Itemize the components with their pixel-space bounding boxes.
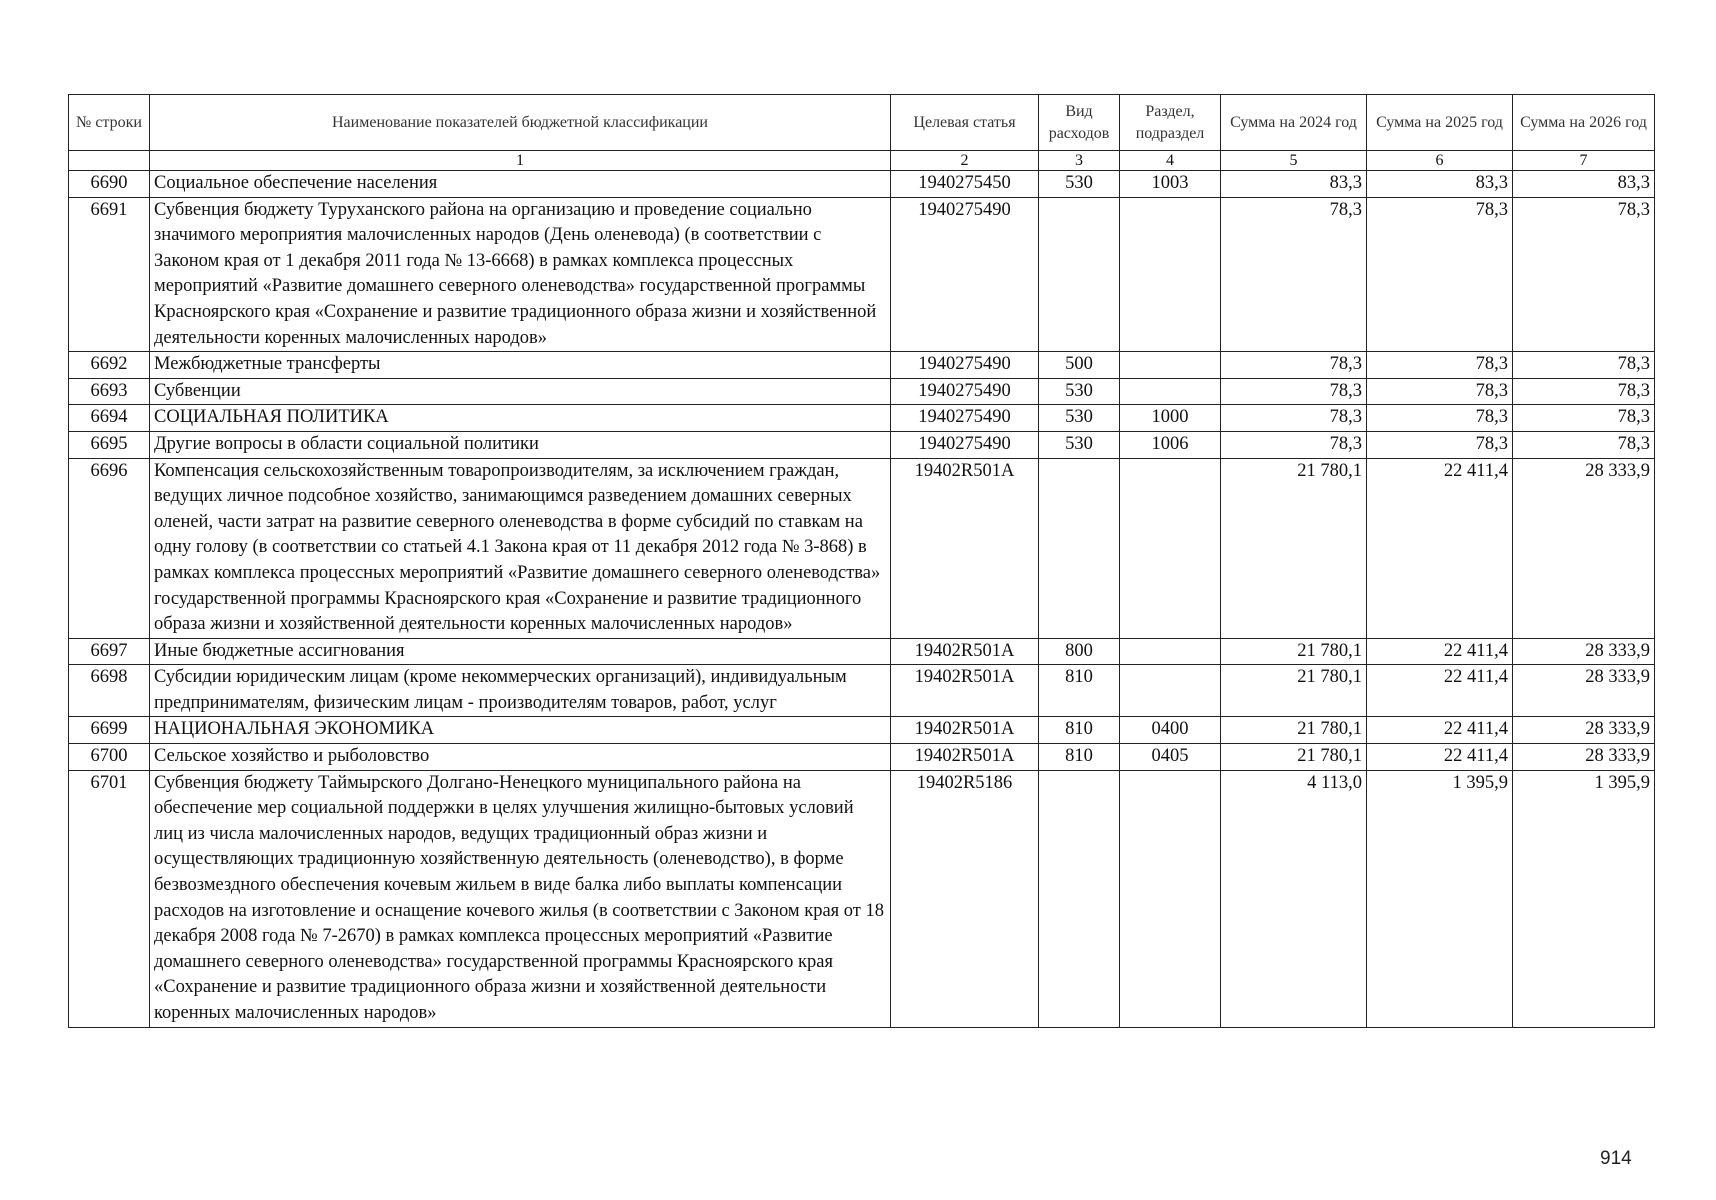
row-target-code: 1940275490 bbox=[891, 197, 1039, 352]
row-sum-2026: 28 333,9 bbox=[1513, 458, 1655, 638]
row-expense-type: 530 bbox=[1039, 405, 1120, 432]
row-expense-type bbox=[1039, 197, 1120, 352]
row-target-code: 19402R501A bbox=[891, 638, 1039, 665]
table-row bbox=[69, 197, 1655, 352]
row-section: 0405 bbox=[1120, 744, 1221, 771]
header-expense-type: Вид расходов bbox=[1039, 95, 1120, 151]
row-expense-type: 500 bbox=[1039, 352, 1120, 379]
row-sum-2026: 78,3 bbox=[1513, 197, 1655, 352]
row-section: 0400 bbox=[1120, 717, 1221, 744]
row-number: 6691 bbox=[69, 197, 150, 352]
table-row bbox=[69, 352, 1655, 379]
row-sum-2025: 22 411,4 bbox=[1367, 665, 1513, 717]
row-target-code: 1940275490 bbox=[891, 431, 1039, 458]
row-sum-2025: 78,3 bbox=[1367, 352, 1513, 379]
row-expense-type: 530 bbox=[1039, 431, 1120, 458]
row-name: Субвенция бюджету Таймырского Долгано-Ненецкого муниципального района на обеспечение мер социальной поддержки в целях улучшения жилищно-бытовых условий лиц из числа малочисленных народов, ведущих традиционный образ жизни и осуществляющих традиционную хозяйственную деятельность (оленеводство), в форме безвозмездного обеспечения кочевым жильем в виде балка либо выплаты компенсации расходов на изготовление и оснащение кочевого жилья (в соответствии с Законом края от 18 декабря 2008 года № 7-2670) в рамках комплекса процессных мероприятий «Развитие домашнего северного оленеводства» государственной программы Красноярского края «Сохранение и развитие традиционного образа жизни и хозяйственной деятельности коренных малочисленных народов» bbox=[150, 770, 891, 1027]
row-number: 6699 bbox=[69, 717, 150, 744]
row-target-code: 19402R501A bbox=[891, 744, 1039, 771]
row-number: 6700 bbox=[69, 744, 150, 771]
row-name: Другие вопросы в области социальной политики bbox=[150, 431, 891, 458]
column-number-row bbox=[69, 151, 1655, 171]
table-row bbox=[69, 638, 1655, 665]
column-number: 5 bbox=[1221, 151, 1367, 171]
row-expense-type: 810 bbox=[1039, 717, 1120, 744]
row-sum-2025: 78,3 bbox=[1367, 378, 1513, 405]
row-name: Сельское хозяйство и рыболовство bbox=[150, 744, 891, 771]
budget-document bbox=[68, 94, 1654, 1028]
table-header-row bbox=[69, 95, 1655, 151]
row-name: Компенсация сельскохозяйственным товаропроизводителям, за исключением граждан, ведущих личное подсобное хозяйство, занимающимся разведением домашних северных оленей, части затрат на развитие северного оленеводства в форме субсидий по ставкам на одну голову (в соответствии со статьей 4.1 Закона края от 11 декабря 2012 года № 3-868) в рамках комплекса процессных мероприятий «Развитие домашнего северного оленеводства» государственной программы Красноярского края «Сохранение и развитие традиционного образа жизни и хозяйственной деятельности коренных малочисленных народов» bbox=[150, 458, 891, 638]
row-number: 6697 bbox=[69, 638, 150, 665]
row-sum-2026: 78,3 bbox=[1513, 405, 1655, 432]
table-row bbox=[69, 171, 1655, 198]
row-sum-2025: 22 411,4 bbox=[1367, 458, 1513, 638]
row-number: 6693 bbox=[69, 378, 150, 405]
row-section: 1000 bbox=[1120, 405, 1221, 432]
column-number: 6 bbox=[1367, 151, 1513, 171]
row-section bbox=[1120, 352, 1221, 379]
row-target-code: 1940275490 bbox=[891, 378, 1039, 405]
row-name: Субсидии юридическим лицам (кроме некоммерческих организаций), индивидуальным предпринимателям, физическим лицам - производителям товаров, работ, услуг bbox=[150, 665, 891, 717]
row-sum-2025: 78,3 bbox=[1367, 431, 1513, 458]
row-sum-2024: 21 780,1 bbox=[1221, 665, 1367, 717]
row-number: 6695 bbox=[69, 431, 150, 458]
row-sum-2026: 78,3 bbox=[1513, 378, 1655, 405]
table-row bbox=[69, 431, 1655, 458]
row-name: Социальное обеспечение населения bbox=[150, 171, 891, 198]
row-number: 6701 bbox=[69, 770, 150, 1027]
row-name: Межбюджетные трансферты bbox=[150, 352, 891, 379]
row-target-code: 19402R5186 bbox=[891, 770, 1039, 1027]
row-target-code: 19402R501A bbox=[891, 717, 1039, 744]
row-expense-type bbox=[1039, 770, 1120, 1027]
page-number: 914 bbox=[1600, 1148, 1632, 1169]
row-sum-2026: 83,3 bbox=[1513, 171, 1655, 198]
row-sum-2024: 78,3 bbox=[1221, 352, 1367, 379]
table-row bbox=[69, 717, 1655, 744]
table-row bbox=[69, 744, 1655, 771]
column-number bbox=[69, 151, 150, 171]
row-sum-2024: 4 113,0 bbox=[1221, 770, 1367, 1027]
row-name: Субвенции bbox=[150, 378, 891, 405]
row-sum-2024: 83,3 bbox=[1221, 171, 1367, 198]
row-expense-type bbox=[1039, 458, 1120, 638]
row-section bbox=[1120, 458, 1221, 638]
row-sum-2025: 78,3 bbox=[1367, 405, 1513, 432]
column-number: 7 bbox=[1513, 151, 1655, 171]
row-expense-type: 530 bbox=[1039, 378, 1120, 405]
table-row bbox=[69, 378, 1655, 405]
row-section bbox=[1120, 638, 1221, 665]
row-sum-2024: 78,3 bbox=[1221, 197, 1367, 352]
row-sum-2024: 78,3 bbox=[1221, 431, 1367, 458]
row-section: 1006 bbox=[1120, 431, 1221, 458]
column-number: 4 bbox=[1120, 151, 1221, 171]
row-target-code: 1940275490 bbox=[891, 352, 1039, 379]
row-sum-2026: 28 333,9 bbox=[1513, 717, 1655, 744]
row-sum-2025: 22 411,4 bbox=[1367, 717, 1513, 744]
row-sum-2026: 28 333,9 bbox=[1513, 665, 1655, 717]
row-sum-2026: 1 395,9 bbox=[1513, 770, 1655, 1027]
row-number: 6692 bbox=[69, 352, 150, 379]
row-sum-2024: 78,3 bbox=[1221, 378, 1367, 405]
table-row bbox=[69, 458, 1655, 638]
row-sum-2026: 78,3 bbox=[1513, 431, 1655, 458]
row-sum-2024: 78,3 bbox=[1221, 405, 1367, 432]
table-row bbox=[69, 665, 1655, 717]
row-sum-2026: 28 333,9 bbox=[1513, 638, 1655, 665]
row-number: 6698 bbox=[69, 665, 150, 717]
header-name: Наименование показателей бюджетной классификации bbox=[150, 95, 891, 151]
row-number: 6696 bbox=[69, 458, 150, 638]
row-expense-type: 530 bbox=[1039, 171, 1120, 198]
table-body bbox=[69, 171, 1655, 1028]
column-number: 3 bbox=[1039, 151, 1120, 171]
row-target-code: 1940275490 bbox=[891, 405, 1039, 432]
header-section: Раздел, подраздел bbox=[1120, 95, 1221, 151]
row-section: 1003 bbox=[1120, 171, 1221, 198]
row-target-code: 19402R501A bbox=[891, 458, 1039, 638]
row-sum-2025: 22 411,4 bbox=[1367, 744, 1513, 771]
column-number: 2 bbox=[891, 151, 1039, 171]
row-name: Субвенция бюджету Туруханского района на организацию и проведение социально значимого мероприятия малочисленных народов (День оленевода) (в соответствии с Законом края от 1 декабря 2011 года № 13-6668) в рамках комплекса процессных мероприятий «Развитие домашнего северного оленеводства» государственной программы Красноярского края «Сохранение и развитие традиционного образа жизни и хозяйственной деятельности коренных малочисленных народов» bbox=[150, 197, 891, 352]
header-row-no: № строки bbox=[69, 95, 150, 151]
row-sum-2025: 22 411,4 bbox=[1367, 638, 1513, 665]
header-sum-2024: Сумма на 2024 год bbox=[1221, 95, 1367, 151]
row-sum-2024: 21 780,1 bbox=[1221, 717, 1367, 744]
row-name: НАЦИОНАЛЬНАЯ ЭКОНОМИКА bbox=[150, 717, 891, 744]
row-sum-2025: 78,3 bbox=[1367, 197, 1513, 352]
table-row bbox=[69, 770, 1655, 1027]
row-sum-2026: 78,3 bbox=[1513, 352, 1655, 379]
row-name: СОЦИАЛЬНАЯ ПОЛИТИКА bbox=[150, 405, 891, 432]
row-sum-2024: 21 780,1 bbox=[1221, 638, 1367, 665]
header-target: Целевая статья bbox=[891, 95, 1039, 151]
table-row bbox=[69, 405, 1655, 432]
row-sum-2026: 28 333,9 bbox=[1513, 744, 1655, 771]
row-section bbox=[1120, 197, 1221, 352]
row-target-code: 19402R501A bbox=[891, 665, 1039, 717]
row-number: 6694 bbox=[69, 405, 150, 432]
row-name: Иные бюджетные ассигнования bbox=[150, 638, 891, 665]
row-sum-2024: 21 780,1 bbox=[1221, 458, 1367, 638]
header-sum-2025: Сумма на 2025 год bbox=[1367, 95, 1513, 151]
row-sum-2025: 83,3 bbox=[1367, 171, 1513, 198]
row-number: 6690 bbox=[69, 171, 150, 198]
row-expense-type: 810 bbox=[1039, 744, 1120, 771]
column-number: 1 bbox=[150, 151, 891, 171]
row-section bbox=[1120, 378, 1221, 405]
budget-table bbox=[68, 94, 1655, 1028]
row-sum-2025: 1 395,9 bbox=[1367, 770, 1513, 1027]
row-section bbox=[1120, 665, 1221, 717]
row-expense-type: 800 bbox=[1039, 638, 1120, 665]
row-expense-type: 810 bbox=[1039, 665, 1120, 717]
header-sum-2026: Сумма на 2026 год bbox=[1513, 95, 1655, 151]
row-section bbox=[1120, 770, 1221, 1027]
row-target-code: 1940275450 bbox=[891, 171, 1039, 198]
row-sum-2024: 21 780,1 bbox=[1221, 744, 1367, 771]
